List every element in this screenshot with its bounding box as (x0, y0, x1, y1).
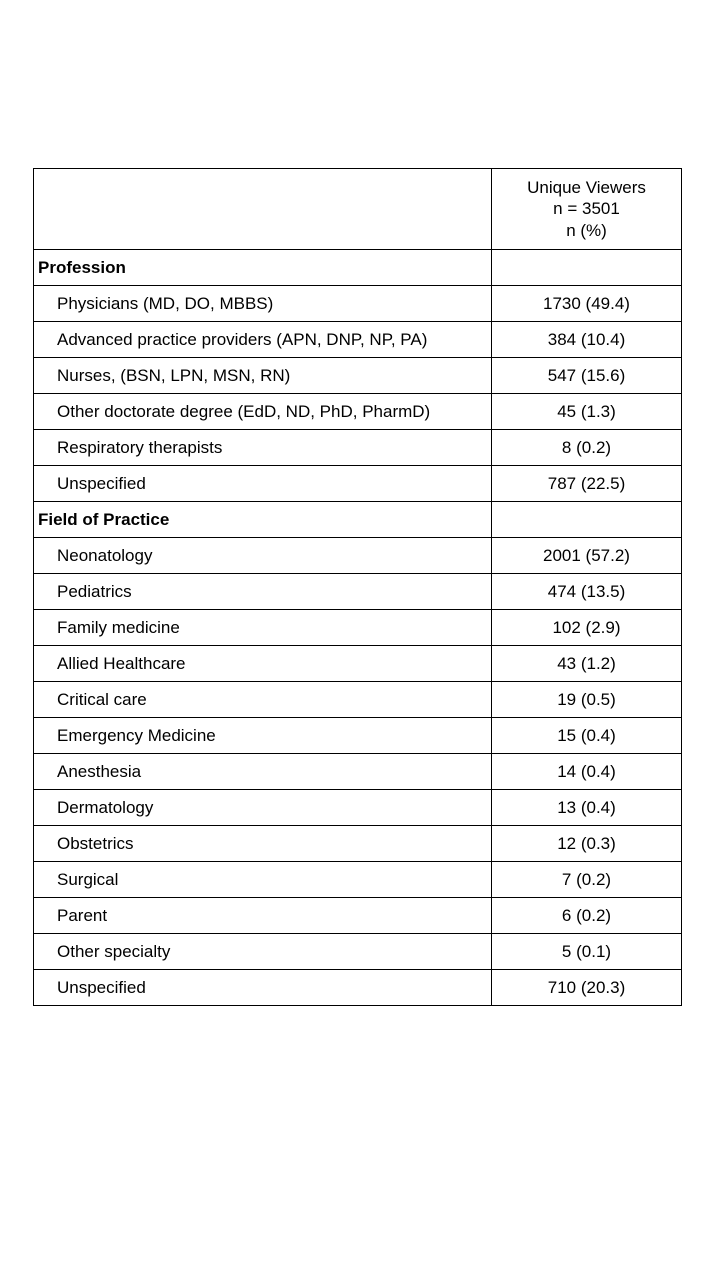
row-value: 6 (0.2) (492, 898, 682, 934)
row-value: 8 (0.2) (492, 430, 682, 466)
table-row (34, 898, 682, 934)
row-label: Anesthesia (34, 754, 492, 790)
table-row (34, 610, 682, 646)
header-sample-size: n = 3501 (553, 199, 620, 219)
demographics-table (33, 168, 682, 1006)
row-label: Emergency Medicine (34, 718, 492, 754)
header-cell (492, 169, 682, 250)
row-label: Physicians (MD, DO, MBBS) (34, 286, 492, 322)
row-value: 13 (0.4) (492, 790, 682, 826)
row-value: 45 (1.3) (492, 394, 682, 430)
row-value: 474 (13.5) (492, 574, 682, 610)
section-empty-cell (492, 250, 682, 286)
table-row (34, 538, 682, 574)
table-row (34, 286, 682, 322)
table-row (34, 394, 682, 430)
row-label: Unspecified (34, 466, 492, 502)
row-value: 102 (2.9) (492, 610, 682, 646)
table-row (34, 466, 682, 502)
section-title: Field of Practice (34, 502, 492, 538)
table-row (34, 970, 682, 1006)
row-value: 547 (15.6) (492, 358, 682, 394)
row-value: 2001 (57.2) (492, 538, 682, 574)
row-label: Other doctorate degree (EdD, ND, PhD, PharmD) (34, 394, 492, 430)
row-label: Dermatology (34, 790, 492, 826)
row-value: 14 (0.4) (492, 754, 682, 790)
table-row (34, 754, 682, 790)
section-row (34, 502, 682, 538)
table-row (34, 646, 682, 682)
row-label: Critical care (34, 682, 492, 718)
table-row (34, 862, 682, 898)
row-label: Neonatology (34, 538, 492, 574)
section-row (34, 250, 682, 286)
header-title: Unique Viewers (527, 177, 646, 197)
table-row (34, 934, 682, 970)
table-row (34, 826, 682, 862)
row-value: 384 (10.4) (492, 322, 682, 358)
row-value: 19 (0.5) (492, 682, 682, 718)
row-label: Obstetrics (34, 826, 492, 862)
row-value: 787 (22.5) (492, 466, 682, 502)
row-value: 15 (0.4) (492, 718, 682, 754)
header-units: n (%) (566, 220, 607, 240)
row-label: Other specialty (34, 934, 492, 970)
table-row (34, 682, 682, 718)
row-label: Surgical (34, 862, 492, 898)
header-empty-cell (34, 169, 492, 250)
table-row (34, 790, 682, 826)
header-row (34, 169, 682, 250)
row-value: 1730 (49.4) (492, 286, 682, 322)
row-label: Respiratory therapists (34, 430, 492, 466)
row-label: Parent (34, 898, 492, 934)
row-value: 7 (0.2) (492, 862, 682, 898)
section-empty-cell (492, 502, 682, 538)
row-value: 12 (0.3) (492, 826, 682, 862)
row-label: Advanced practice providers (APN, DNP, NP, PA) (34, 322, 492, 358)
table-row (34, 358, 682, 394)
row-label: Family medicine (34, 610, 492, 646)
row-label: Allied Healthcare (34, 646, 492, 682)
table-row (34, 718, 682, 754)
table-row (34, 430, 682, 466)
section-title: Profession (34, 250, 492, 286)
row-value: 710 (20.3) (492, 970, 682, 1006)
row-label: Nurses, (BSN, LPN, MSN, RN) (34, 358, 492, 394)
row-label: Pediatrics (34, 574, 492, 610)
row-value: 5 (0.1) (492, 934, 682, 970)
table-row (34, 322, 682, 358)
table-row (34, 574, 682, 610)
row-label: Unspecified (34, 970, 492, 1006)
row-value: 43 (1.2) (492, 646, 682, 682)
